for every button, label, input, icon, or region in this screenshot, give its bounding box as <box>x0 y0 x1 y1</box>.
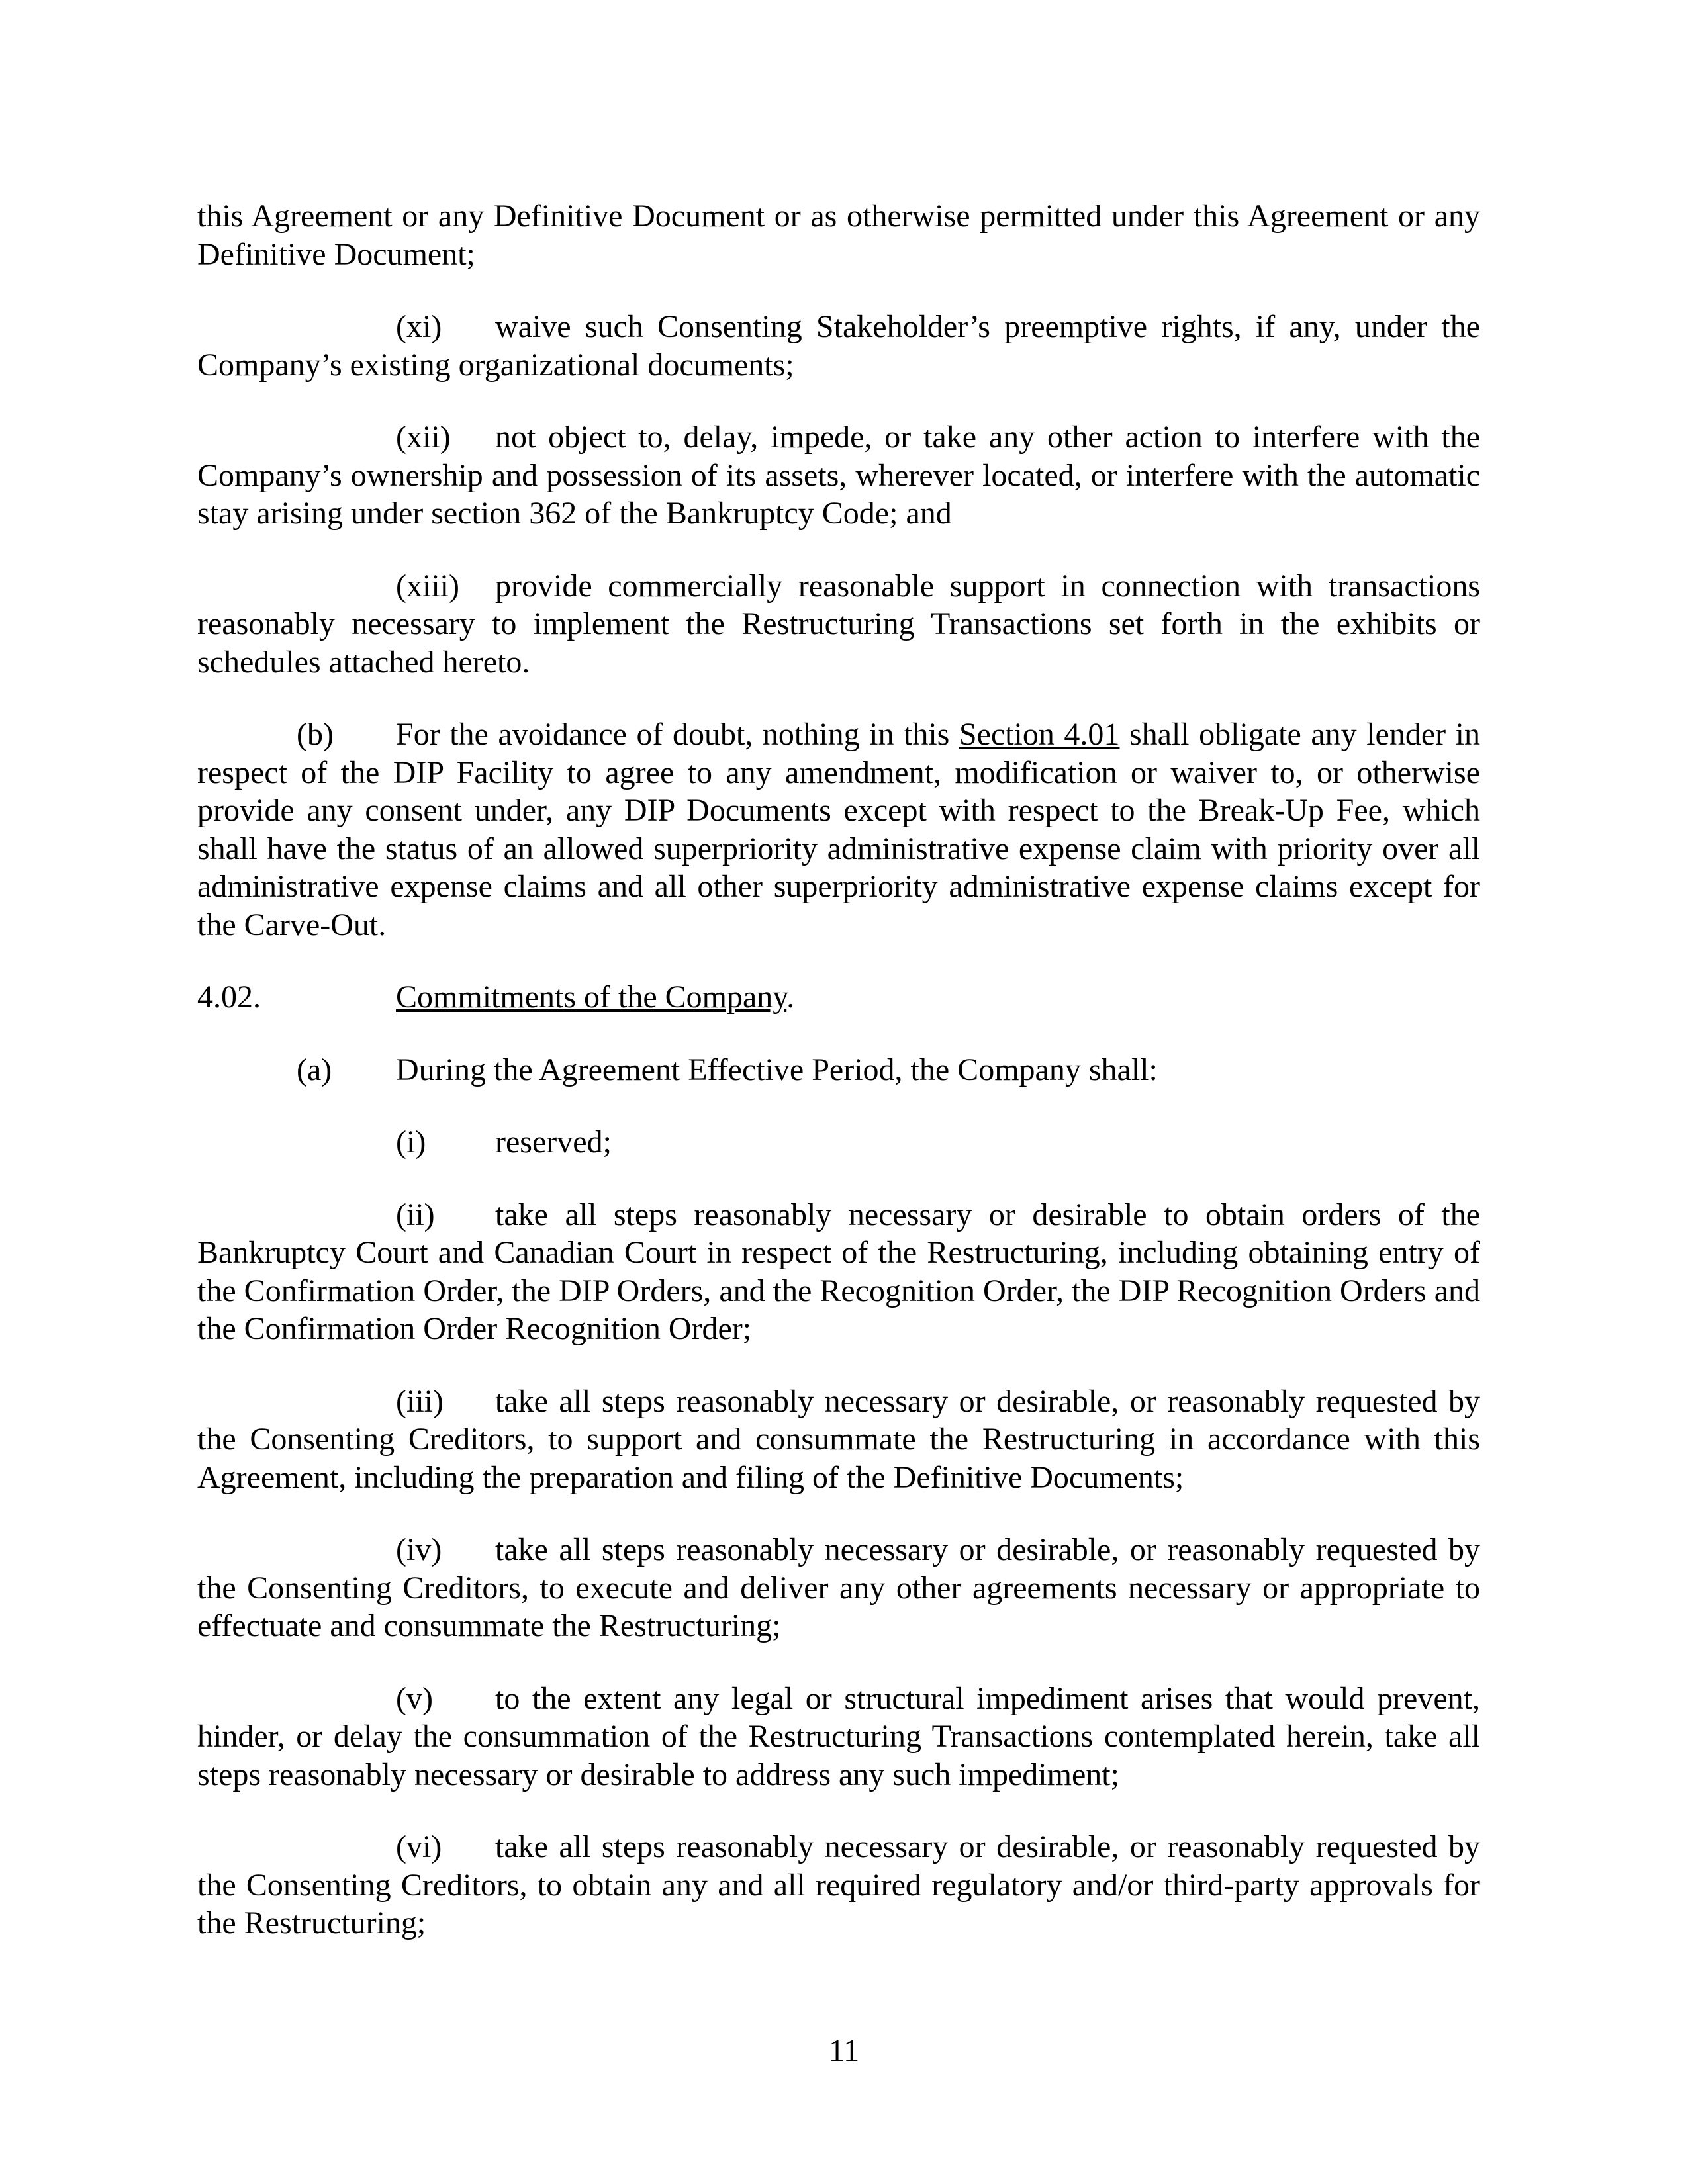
clause-text: reserved; <box>495 1124 612 1160</box>
clause-number: (b) <box>297 717 334 752</box>
document-body <box>197 197 1480 1977</box>
section-reference-link[interactable]: Section 4.01 <box>959 717 1120 752</box>
clause-text: take all steps reasonably necessary or desirable, or reasonably requested by the Consenting Creditors, to support and consummate the Restructuring in accordance with this Agreement, including the preparation and filing of the Definitive Documents; <box>197 1383 1480 1495</box>
clause-number: (i) <box>396 1124 426 1160</box>
clause-number: (iv) <box>396 1532 442 1567</box>
section-heading <box>197 978 1480 1017</box>
clause-number: (xiii) <box>396 568 459 604</box>
clause-iv <box>197 1531 1480 1645</box>
paragraph-continuation <box>197 197 1480 273</box>
clause-text: not object to, delay, impede, or take any other action to interfere with the Company’s ownership and possession of its assets, wherever located, or interfere with the automatic stay arising under section 362 of the Bankruptcy Code; and <box>197 420 1480 531</box>
clause-ii <box>197 1196 1480 1348</box>
clause-xi <box>197 308 1480 384</box>
clause-number: (a) <box>297 1052 332 1087</box>
clause-vi <box>197 1828 1480 1942</box>
clause-i <box>197 1123 1480 1161</box>
clause-number: (v) <box>396 1680 433 1716</box>
clause-iii <box>197 1383 1480 1497</box>
clause-text-before: For the avoidance of doubt, nothing in this <box>396 717 959 752</box>
clause-number: (xi) <box>396 309 442 344</box>
clause-text: to the extent any legal or structural impediment arises that would prevent, hinder, or delay the consummation of the Restructuring Transactions contemplated herein, take all steps reasonably necessary or desirable to address any such impediment; <box>197 1680 1480 1792</box>
section-title: Commitments of the Company <box>396 979 787 1015</box>
clause-xiii <box>197 567 1480 682</box>
clause-number: (ii) <box>396 1197 435 1232</box>
clause-number: (xii) <box>396 420 451 455</box>
clause-text: provide commercially reasonable support in connection with transactions reasonably necessary to implement the Restructuring Transactions set forth in the exhibits or schedules attached hereto. <box>197 568 1480 680</box>
clause-text: take all steps reasonably necessary or desirable to obtain orders of the Bankruptcy Court and Canadian Court in respect of the Restructuring, including obtaining entry of the Confirmation Order, the DIP Orders, and the Recognition Order, the DIP Recognition Orders and the Confirmation Order Recognition Order; <box>197 1197 1480 1346</box>
clause-text-after: shall obligate any lender in respect of the DIP Facility to agree to any amendment, modification or waiver to, or otherwise provide any consent under, any DIP Documents except with respect to the Break-Up Fee, which shall have the status of an allowed superpriority administrative expense claim with priority over all administrative expense claims and all other superpriority administrative expense claims except for the Carve-Out. <box>197 717 1480 942</box>
clause-text: During the Agreement Effective Period, the Company shall: <box>396 1052 1158 1087</box>
clause-text: waive such Consenting Stakeholder’s preemptive rights, if any, under the Company’s existing organizational documents; <box>197 309 1480 383</box>
clause-text: take all steps reasonably necessary or desirable, or reasonably requested by the Consenting Creditors, to execute and deliver any other agreements necessary or appropriate to effectuate and consummate the Restructuring; <box>197 1532 1480 1643</box>
section-number: 4.02. <box>197 979 261 1015</box>
paragraph-text: this Agreement or any Definitive Document or as otherwise permitted under this Agreement or any Definitive Document; <box>197 199 1480 272</box>
clause-b <box>197 715 1480 944</box>
clause-a <box>197 1051 1480 1089</box>
page-number: 11 <box>828 2033 860 2068</box>
clause-xii <box>197 418 1480 533</box>
section-title-period: . <box>786 979 795 1015</box>
clause-number: (iii) <box>396 1383 444 1419</box>
clause-text: take all steps reasonably necessary or desirable, or reasonably requested by the Consenting Creditors, to obtain any and all required regulatory and/or third-party approvals for the Restructuring; <box>197 1829 1480 1940</box>
clause-v <box>197 1680 1480 1794</box>
clause-number: (vi) <box>396 1829 442 1864</box>
